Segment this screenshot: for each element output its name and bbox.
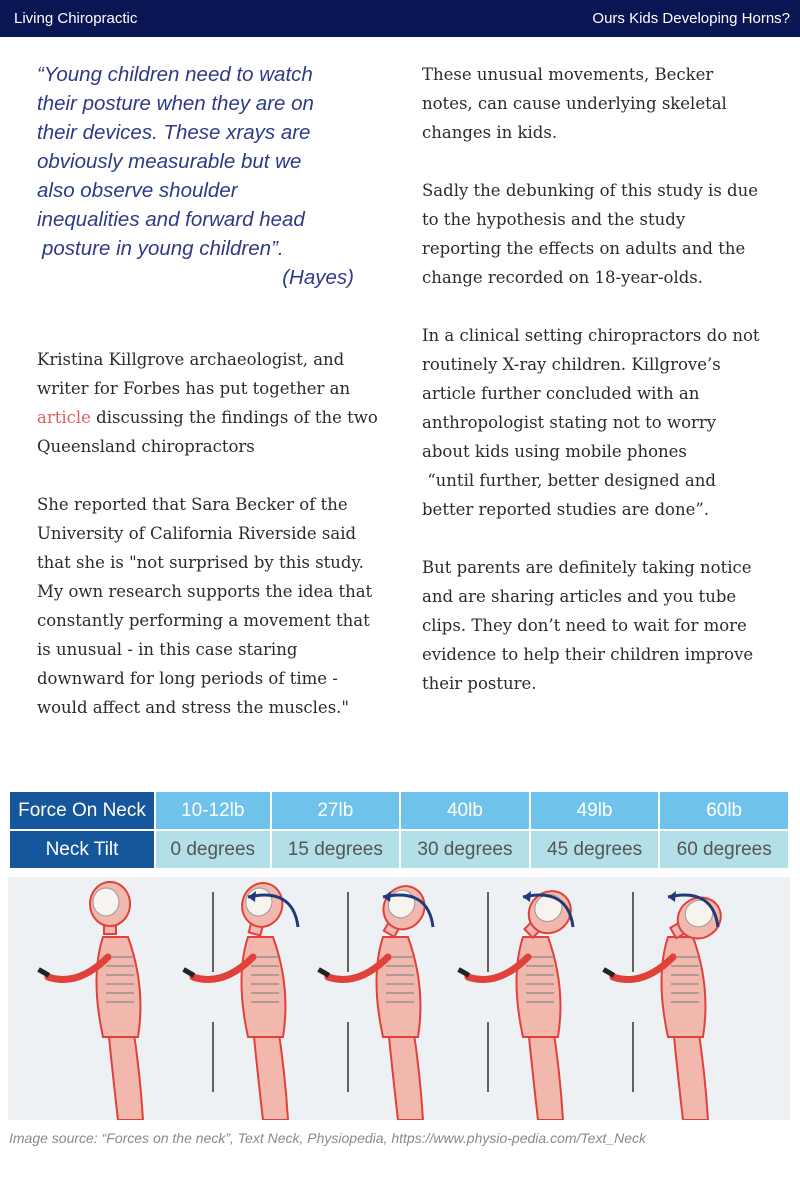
tilt-cell: 30 degrees [400,830,530,869]
legs [253,1027,288,1120]
paragraph-line: notes, can cause underlying skeletal [422,94,727,113]
force-row [10,792,789,830]
paragraph-line-rest: discussing the findings of the two [90,408,378,427]
legs [388,1027,423,1120]
phone [182,967,195,977]
posture-figure [37,882,143,1120]
movements-paragraph [422,60,767,147]
paragraph-line: constantly performing a movement that [37,611,370,630]
force-row-header: Force On Neck [10,792,155,830]
quote-line: their devices. These xrays are [37,121,311,144]
quote-line: also observe shoulder [37,179,238,202]
phone [37,967,50,977]
paragraph-line [37,403,382,432]
head [90,882,130,934]
quote-line: “Young children need to watch [37,63,313,86]
paragraph-line: downward for long periods of time - [37,669,338,688]
posture-figure [182,879,298,1120]
force-cell: 10-12lb [155,792,271,830]
arrow-head [523,891,531,902]
paragraph-line: evidence to help their children improve [422,645,754,664]
quote-line: their posture when they are on [37,92,314,115]
paragraph-line: their posture. [422,674,537,693]
tilt-row [10,830,789,869]
left-column [37,60,382,722]
paragraph-line: is unusual - in this case staring [37,640,298,659]
legs [108,1027,143,1120]
paragraph-line: reporting the effects on adults and the [422,239,746,258]
torso [662,937,706,1037]
right-column [422,60,767,698]
paragraph-line: But parents are definitely taking notice [422,558,752,577]
tilt-cell: 60 degrees [659,830,789,869]
force-cell: 49lb [530,792,660,830]
paragraph-line: changes in kids. [422,123,558,142]
paragraph-line: University of California Riverside said [37,524,357,543]
posture-figure [317,879,433,1120]
article-link[interactable]: article [37,408,91,427]
force-cell: 60lb [659,792,789,830]
skull-bone [93,888,119,916]
quote-citation: (Hayes) [282,266,354,289]
tilt-cell: 15 degrees [271,830,401,869]
paragraph-line: would affect and stress the muscles." [37,698,350,717]
force-cell: 40lb [400,792,530,830]
paragraph-line: Kristina Killgrove archaeologist, and [37,350,345,369]
paragraph-line: routinely X-ray children. Killgrove’s [422,355,721,374]
posture-figure [602,890,728,1120]
head [372,879,433,944]
arrow-head [668,891,676,902]
site-title: Living Chiropractic [14,10,138,27]
phone [317,967,330,977]
tilt-cell: 45 degrees [530,830,660,869]
paragraph-line: better reported studies are done”. [422,500,710,519]
article-title: Ours Kids Developing Horns? [592,10,790,27]
neck-force-table [10,792,790,870]
paragraph-line: article further concluded with an [422,384,700,403]
quote-line: obviously measurable but we [37,150,302,173]
quote-line: inequalities and forward head [37,208,305,231]
paragraph-line: change recorded on 18-year-olds. [422,268,703,287]
clinical-paragraph [422,321,767,524]
head [235,879,287,940]
legs [528,1027,563,1120]
image-source-caption: Image source: “Forces on the neck”, Text Neck, Physiopedia, https://www.physio-pedia.com/Text_Neck [9,1130,647,1146]
parents-paragraph [422,553,767,698]
phone [602,967,615,977]
posture-figures-svg [8,877,790,1120]
paragraph-line: clips. They don’t need to wait for more [422,616,747,635]
legs [673,1027,708,1120]
becker-paragraph [37,490,382,722]
torso [377,937,421,1037]
phone [457,967,470,977]
paragraph-line: Sadly the debunking of this study is due [422,181,758,200]
torso [97,937,141,1037]
paragraph-line: These unusual movements, Becker [422,65,714,84]
paragraph-line: In a clinical setting chiropractors do not [422,326,760,345]
paragraph-line: Queensland chiropractors [37,437,255,456]
posture-figure [457,883,579,1120]
paragraph-line: and are sharing articles and you tube [422,587,737,606]
killgrove-paragraph [37,345,382,461]
paragraph-line: writer for Forbes has put together an [37,379,351,398]
paragraph-line: about kids using mobile phones [422,442,687,461]
torso [242,937,286,1037]
paragraph-line: anthropologist stating not to worry [422,413,717,432]
paragraph-line: “until further, better designed and [422,471,716,490]
header-bar [0,0,800,37]
paragraph-line: that she is "not surprised by this study. [37,553,364,572]
debunking-paragraph [422,176,767,292]
quote-line: posture in young children”. [42,237,284,260]
paragraph-line: to the hypothesis and the study [422,210,686,229]
paragraph-line: My own research supports the idea that [37,582,373,601]
force-cell: 27lb [271,792,401,830]
torso [517,937,561,1037]
paragraph-line: She reported that Sara Becker of the [37,495,348,514]
hayes-quote [37,60,382,263]
neck-posture-illustration [8,877,790,1120]
tilt-cell: 0 degrees [155,830,271,869]
tilt-row-header: Neck Tilt [10,830,155,869]
